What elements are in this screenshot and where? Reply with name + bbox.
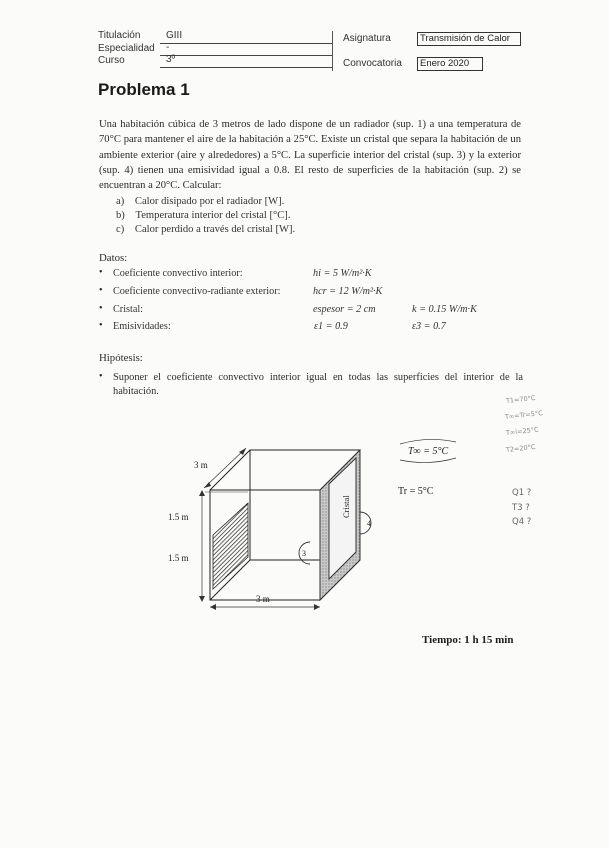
dim-line-top — [204, 448, 246, 488]
question-b — [116, 210, 290, 221]
especialidad-value: - — [166, 42, 170, 53]
curso-value: 3º — [166, 54, 176, 65]
question-letter: a) — [116, 196, 125, 207]
dim-label-lower: 1.5 m — [168, 553, 189, 563]
hipotesis-heading: Hipótesis: — [99, 352, 143, 364]
t-r-label: Tr = 5°C — [398, 486, 434, 497]
datos-value: espesor = 2 cm — [313, 304, 376, 315]
handwritten-ask: Q1 ? — [512, 488, 532, 498]
problem-statement: Una habitación cúbica de 3 metros de lado dispone de un radiador (sup. 1) a una temperatura de 70°C para mantener el aire de la habitación a 25°C. Existe un cristal que separa la habitación de un ambiente exterior (aire y alrededores) a 5°C. La superficie interior del cristal (sup. 3) y la exterior (sup. 4) tienen una emisividad igual a 0.8. El resto de superficies de la habitación (sup. 2) se encuentran a 20°C. Calcular: — [99, 119, 521, 192]
especialidad-line — [160, 55, 332, 56]
datos-heading: Datos: — [99, 252, 128, 264]
surface-4-label: 4 — [367, 519, 371, 528]
dim-label-top: 3 m — [194, 460, 208, 470]
question-letter: c) — [116, 224, 125, 235]
room-figure — [160, 430, 490, 620]
datos-label: Cristal: — [113, 304, 143, 315]
datos-value: ε1 = 0.9 — [314, 321, 348, 332]
surface-3-label: 3 — [302, 549, 306, 558]
arrow-head — [210, 604, 216, 610]
datos-value: hcr = 12 W/m²·K — [313, 286, 383, 297]
bullet-icon: • — [99, 285, 103, 296]
datos-value: k = 0.15 W/m·K — [412, 304, 477, 315]
question-c — [116, 224, 295, 235]
air-curl — [400, 439, 456, 444]
handwritten-note: T∞=Tr=5°C — [504, 409, 544, 421]
bullet-icon: • — [99, 267, 103, 278]
asignatura-value: Transmisión de Calor — [417, 32, 521, 46]
titulacion-value: GIII — [166, 30, 183, 41]
convocatoria-label: Convocatoria — [343, 58, 402, 69]
handwritten-ask: Q4 ? — [512, 517, 532, 527]
t-inf-label: T∞ = 5°C — [408, 446, 449, 457]
handwritten-note: T1=70°C — [505, 393, 536, 405]
curso-label: Curso — [98, 55, 125, 66]
titulacion-line — [160, 43, 332, 44]
cube-edge — [210, 450, 250, 490]
question-text: Calor perdido a través del cristal [W]. — [134, 224, 296, 235]
asignatura-label: Asignatura — [343, 33, 391, 44]
dim-label-bottom: 3 m — [256, 594, 270, 604]
dim-label-upper: 1.5 m — [168, 512, 189, 522]
handwritten-ask: T3 ? — [512, 503, 530, 513]
air-curl — [400, 458, 456, 463]
page-title: Problema 1 — [98, 80, 190, 99]
handwritten-note: T2=20°C — [505, 442, 536, 454]
datos-label: Coeficiente convectivo-radiante exterior: — [113, 286, 281, 297]
datos-label: Emisividades: — [113, 321, 171, 332]
question-a — [116, 196, 284, 207]
header-divider — [332, 31, 333, 71]
especialidad-label: Especialidad — [98, 43, 155, 54]
question-letter: b) — [116, 210, 125, 221]
hipotesis-item: Suponer el coeficiente convectivo interior igual en todas las superficies del interior de la habitación. — [113, 372, 523, 397]
bullet-icon: • — [99, 320, 103, 331]
arrow-head — [314, 604, 320, 610]
question-text: Calor disipado por el radiador [W]. — [134, 196, 285, 207]
handwritten-note: T∞i=25°C — [505, 425, 539, 437]
radiator — [213, 503, 248, 589]
question-text: Temperatura interior del cristal [°C]. — [135, 210, 291, 221]
time-limit: Tiempo: 1 h 15 min — [422, 634, 514, 646]
bullet-icon: • — [99, 303, 103, 314]
datos-value: ε3 = 0.7 — [412, 321, 446, 332]
glass-label: Cristal — [341, 495, 351, 518]
arrow-head — [204, 482, 211, 488]
datos-value: hi = 5 W/m²·K — [313, 268, 372, 279]
arrow-head — [199, 596, 205, 602]
datos-label: Coeficiente convectivo interior: — [113, 268, 243, 279]
titulacion-label: Titulación — [98, 30, 141, 41]
curso-line — [160, 67, 332, 68]
bullet-icon: • — [99, 371, 103, 382]
convocatoria-value: Enero 2020 — [417, 57, 483, 71]
arrow-head — [199, 490, 205, 496]
